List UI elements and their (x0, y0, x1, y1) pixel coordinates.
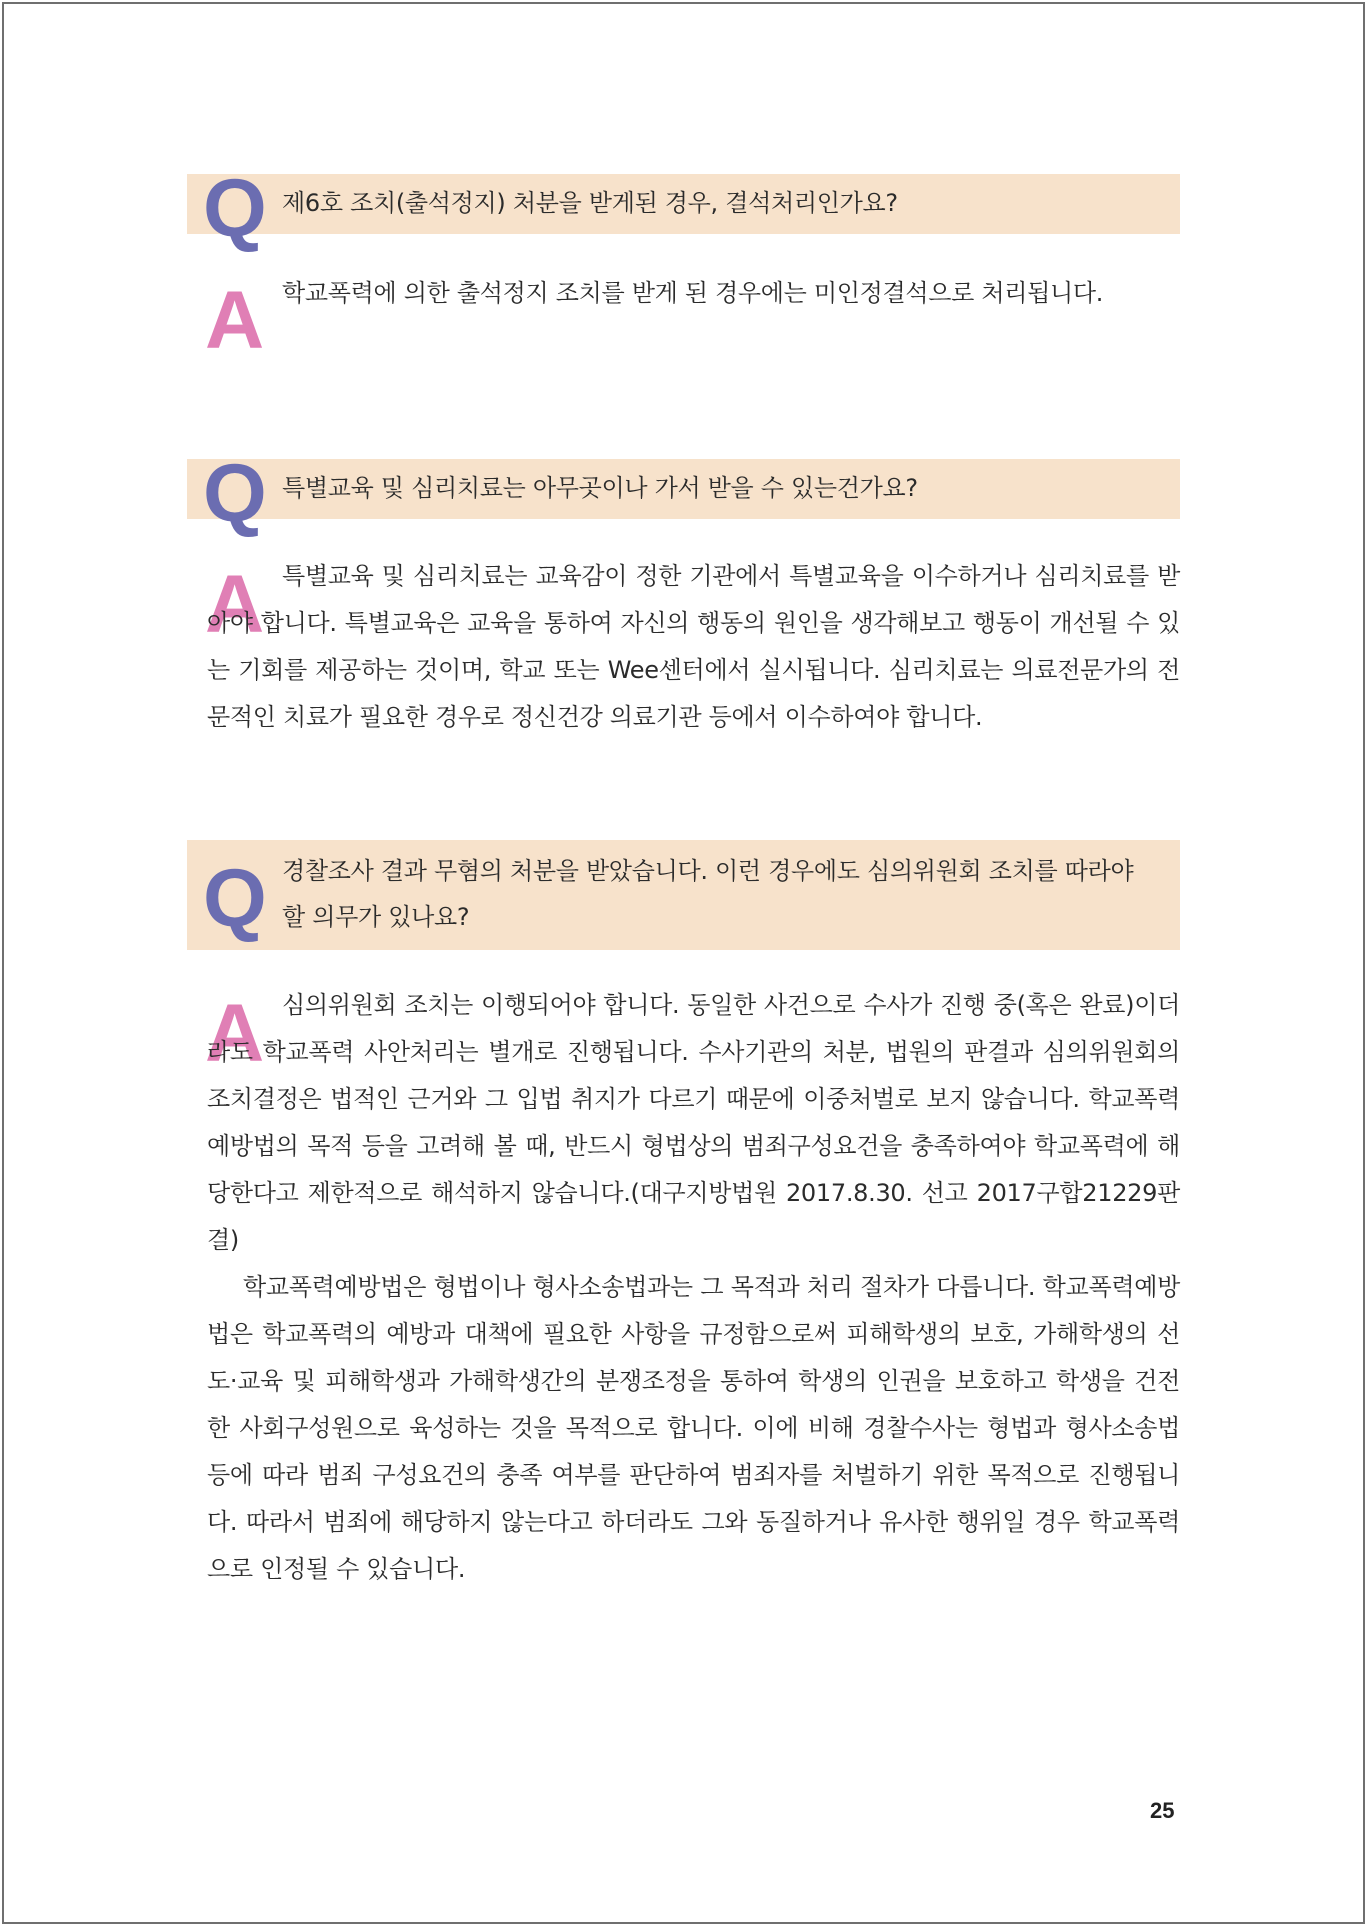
answer-paragraph: 학교폭력예방법은 형법이나 형사소송법과는 그 목적과 처리 절차가 다릅니다. 학교폭력예방법은 학교폭력의 예방과 대책에 필요한 사항을 규정함으로써 피해학생의 보호, 가해학생의 선도·교육 및 피해학생과 가해학생간의 분쟁조정을 통하여 학생의 인권을 보호하고 학생을 건전한 사회구성원으로 육성하는 것을 목적으로 합니다. 이에 비해 경찰수사는 형법과 형사소송법 등에 따라 범죄 구성요건의 충족 여부를 판단하여 범죄자를 처벌하기 위한 목적으로 진행됩니다. 따라서 범죄에 해당하지 않는다고 하더라도 그와 동질하거나 유사한 행위일 경우 학교폭력으로 인정될 수 있습니다. (207, 1273, 1180, 1583)
q-letter-icon: Q (203, 163, 265, 254)
answer-body (207, 982, 1180, 1593)
answer-paragraph: 심의위원회 조치는 이행되어야 합니다. 동일한 사건으로 수사가 진행 중(혹은 완료)이더라도 학교폭력 사안처리는 별개로 진행됩니다. 수사기관의 처분, 법원의 판결과 심의위원회의 조치결정은 법적인 근거와 그 입법 취지가 다르기 때문에 이중처벌로 보지 않습니다. 학교폭력예방법의 목적 등을 고려해 볼 때, 반드시 형법상의 범죄구성요건을 충족하여야 학교폭력에 해당한다고 제한적으로 해석하지 않습니다.(대구지방법원 2017.8.30. 선고 2017구합21229판결) (207, 991, 1180, 1254)
answer-paragraph: 특별교육 및 심리치료는 교육감이 정한 기관에서 특별교육을 이수하거나 심리치료를 받아야 합니다. 특별교육은 교육을 통하여 자신의 행동의 원인을 생각해보고 행동이 개선될 수 있는 기회를 제공하는 것이며, 학교 또는 Wee센터에서 실시됩니다. 심리치료는 의료전문가의 전문적인 치료가 필요한 경우로 정신건강 의료기관 등에서 이수하여야 합니다. (207, 562, 1180, 731)
q-letter-icon: Q (203, 853, 265, 944)
question-text: 경찰조사 결과 무혐의 처분을 받았습니다. 이런 경우에도 심의위원회 조치를 따라야 할 의무가 있나요? (282, 857, 1134, 931)
a-letter-icon: A (205, 988, 263, 1079)
question-text: 특별교육 및 심리치료는 아무곳이나 가서 받을 수 있는건가요? (282, 474, 918, 502)
a-letter-icon: A (205, 559, 263, 650)
q-letter-icon: Q (203, 448, 265, 539)
question-text: 제6호 조치(출석정지) 처분을 받게된 경우, 결석처리인가요? (282, 189, 898, 217)
qa-item-3 (187, 0, 1180, 1640)
answer-paragraph: 학교폭력에 의한 출석정지 조치를 받게 된 경우에는 미인정결석으로 처리됩니다. (282, 279, 1104, 307)
a-letter-icon: A (205, 275, 263, 366)
page-number: 25 (1150, 1798, 1175, 1823)
